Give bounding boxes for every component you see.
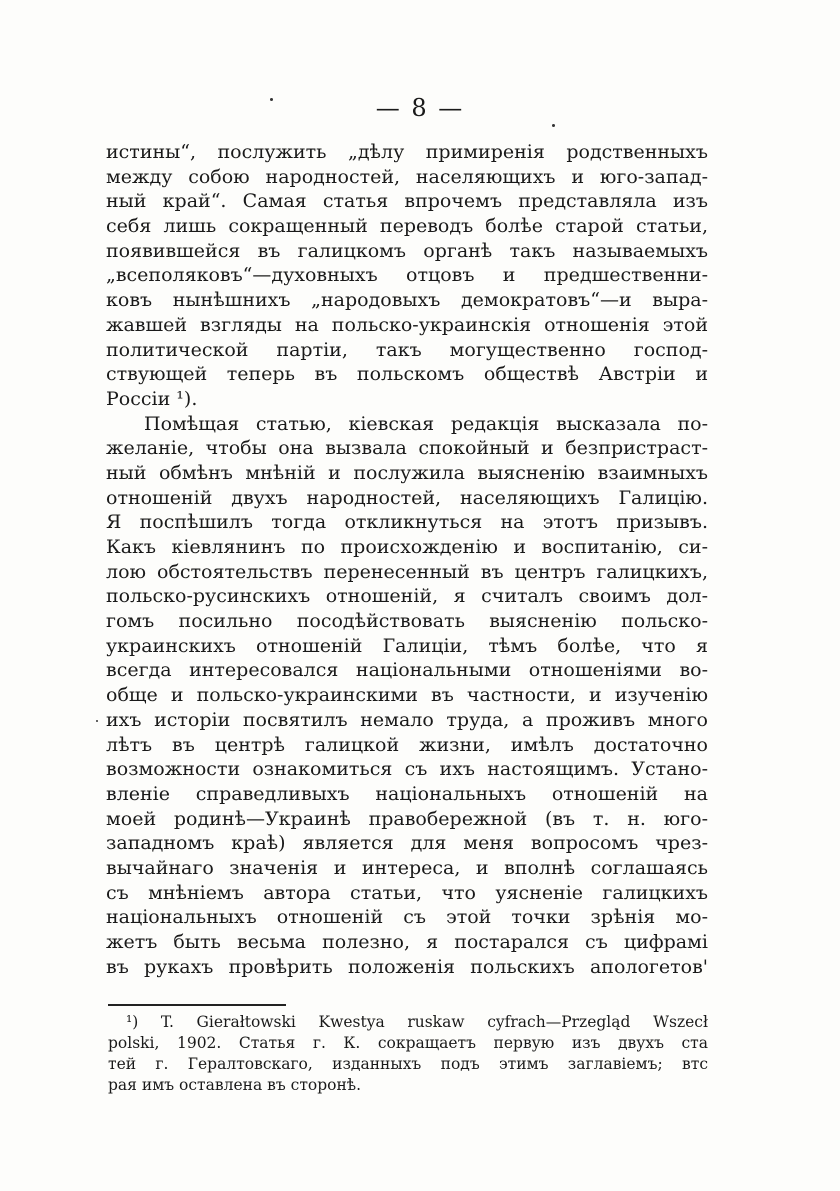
footnotes xyxy=(108,1012,708,1096)
paragraph-start-line: Помѣщая статью, кіевская редакція высказала по- xyxy=(144,412,708,435)
text-line: желаніе, чтобы она вызвала спокойный и безпристраст- xyxy=(106,437,708,460)
text-line: западномъ краѣ) является для меня вопросомъ чрез- xyxy=(106,832,708,855)
text-line: ковъ нынѣшнихъ „народовыхъ демократовъ“—и выра- xyxy=(106,289,708,312)
text-line: появившейся въ галицкомъ органѣ такъ называемыхъ xyxy=(106,239,708,262)
footnote-line: рая имъ оставлена въ сторонѣ. xyxy=(108,1076,362,1094)
footnote-line: polski, 1902. Статья г. К. сокращаетъ первую изъ двухъ ста xyxy=(108,1034,708,1052)
text-line: Я поспѣшилъ тогда откликнуться на этотъ призывъ. xyxy=(106,511,708,534)
text-line: политической партіи, такъ могущественно господ- xyxy=(106,338,708,361)
text-line: Россіи ¹). xyxy=(106,387,198,410)
text-line: обще и польско-украинскими въ частности, и изученію xyxy=(106,684,708,707)
text-line: жетъ быть весьма полезно, я постарался съ цифрамі xyxy=(106,931,708,953)
scan-speck xyxy=(270,98,273,101)
scan-speck xyxy=(96,720,98,722)
footnote-line: ¹) T. Gierałtowski Kwestya ruskaw cyfrach—Przegląd Wszecł xyxy=(126,1013,708,1031)
page-number: — 8 — xyxy=(375,94,465,122)
text-line: гомъ посильно посодѣйствовать выясненію польско- xyxy=(106,610,708,633)
text-line: жавшей взгляды на польско-украинскія отношенія этой xyxy=(106,313,708,336)
text-line: истины“, послужить „дѣлу примиренія родственныхъ xyxy=(106,141,708,163)
text-line: между собою народностей, населяющихъ и юго-запад- xyxy=(106,165,708,188)
scan-speck xyxy=(552,124,555,127)
footnote-divider xyxy=(108,1004,286,1006)
text-line: вычайнаго значенія и интереса, и вполнѣ соглашаясь xyxy=(106,856,708,879)
text-line: украинскихъ отношеній Галиціи, тѣмъ болѣе, что я xyxy=(106,634,708,657)
text-line: польско-русинскихъ отношеній, я считалъ своимъ дол- xyxy=(106,585,708,608)
text-line: всегда интересовался національными отношеніями во- xyxy=(106,659,708,682)
text-line: національныхъ отношеній съ этой точки зрѣнія мо- xyxy=(106,906,708,929)
text-line: ихъ исторіи посвятилъ немало труда, а проживъ много xyxy=(106,708,708,731)
text-line: вленіе справедливыхъ національныхъ отношеній на xyxy=(106,782,708,805)
main-text xyxy=(106,140,708,979)
text-line: себя лишь сокращенный переводъ болѣе старой статьи, xyxy=(106,215,708,238)
text-line: ствующей теперь въ польскомъ обществѣ Австріи и xyxy=(106,363,708,386)
text-line: лою обстоятельствъ перенесенный въ центръ галицкихъ, xyxy=(106,560,708,583)
footnote-line: тей г. Гералтовскаго, изданныхъ подъ этимъ заглавіемъ; втс xyxy=(108,1055,708,1073)
text-line: возможности ознакомиться съ ихъ настоящимъ. Устано- xyxy=(106,758,708,781)
text-line: моей родинѣ—Украинѣ правобережной (въ т. н. юго- xyxy=(106,807,708,830)
text-line: ный обмѣнъ мнѣній и послужила выясненію взаимныхъ xyxy=(106,461,708,484)
text-line: въ рукахъ провѣрить положенія польскихъ апологетов' xyxy=(106,955,708,978)
text-line: отношеній двухъ народностей, населяющихъ Галицію. xyxy=(106,486,708,509)
text-line: съ мнѣніемъ автора статьи, что уясненіе галицкихъ xyxy=(106,881,708,904)
text-line: ный край“. Самая статья впрочемъ представляла изъ xyxy=(106,190,708,213)
text-line: „всеполяковъ“—духовныхъ отцовъ и предшественни- xyxy=(106,264,708,287)
text-line: лѣтъ въ центрѣ галицкой жизни, имѣлъ достаточно xyxy=(106,733,708,756)
text-line: Какъ кіевлянинъ по происхожденію и воспитанію, си- xyxy=(106,536,708,558)
